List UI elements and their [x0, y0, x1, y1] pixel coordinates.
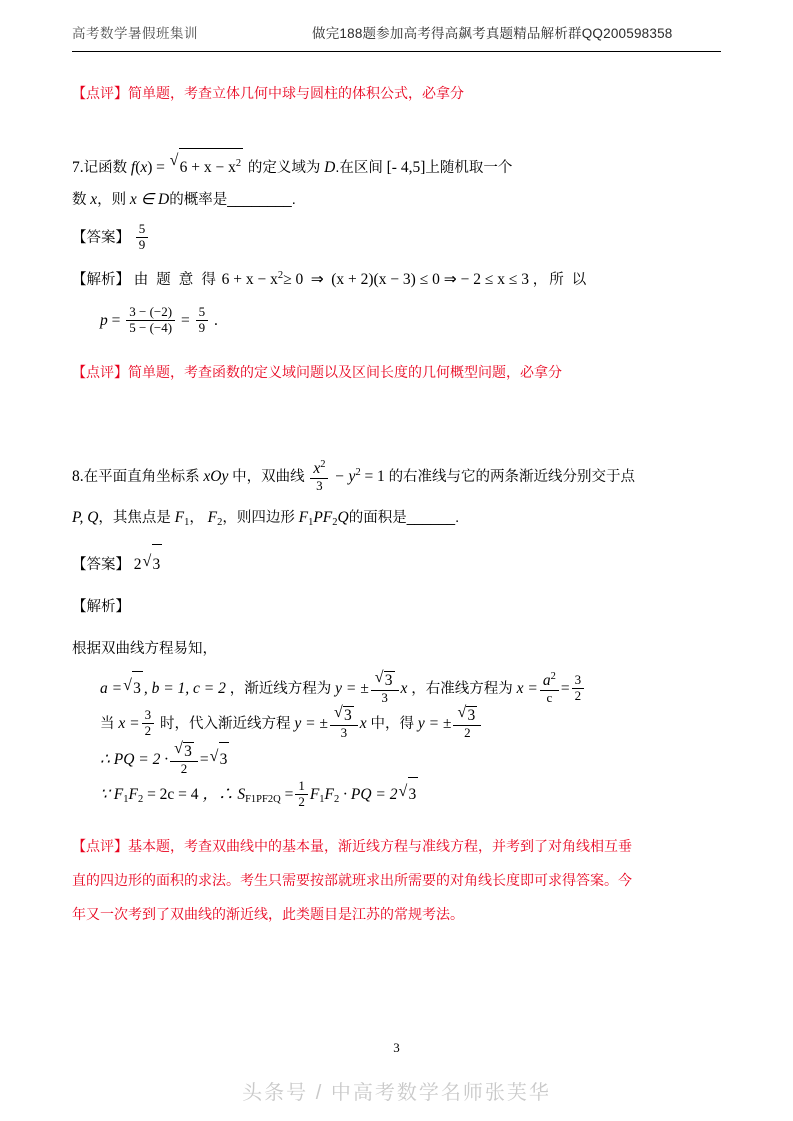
- q7-radicand: 6 + x − x: [179, 159, 236, 176]
- q7-probability-line: p = $\frac{3 - (-2)}{5 - (-4)}$ = $\frac{5}{9}$ .: [100, 304, 218, 335]
- q8-frac-num-exp: 2: [320, 459, 326, 471]
- q8-step3-sqrt: [210, 742, 230, 777]
- q7-answer-denominator: 9: [136, 237, 149, 253]
- q8-step2-eq: y = ±: [294, 714, 328, 732]
- q8-step1-eq3: =: [560, 680, 570, 697]
- q8-step0: [72, 629, 721, 669]
- q7-p2-denominator: 9: [196, 320, 209, 336]
- q8-step1-frac3-den: 2: [572, 688, 585, 704]
- q8-step1-eq2: x =: [516, 680, 538, 697]
- q8-f2: F: [207, 509, 218, 526]
- q8-step4-d-sub: F1PF2Q: [245, 794, 281, 806]
- q8-line2-mid: ，其焦点是: [98, 510, 171, 526]
- q7-line2-tail: 的概率是________.: [169, 192, 296, 208]
- q8-step2-frac3-den: 2: [453, 725, 481, 741]
- q7-p-numerator: 3 − (−2): [129, 304, 173, 319]
- q8-step1-a: a =: [100, 680, 123, 697]
- q8-step4-radicand: 3: [408, 777, 419, 812]
- q8-step4-frac-den: 2: [295, 794, 308, 810]
- q8-step1: [72, 671, 721, 707]
- q7-p-fraction-2: [196, 305, 209, 336]
- comment-q7: 【点评】简单题，考查函数的定义域问题以及区间长度的几何概型问题，必拿分: [72, 364, 562, 380]
- q8-step4-c: = 2c = 4: [147, 786, 199, 804]
- q8-step2-mid2: 中，得: [370, 715, 414, 732]
- q8-answer-radicand: 3: [152, 544, 163, 585]
- document-body: [72, 52, 721, 931]
- q8-comma: ，: [189, 510, 204, 526]
- q8-stem-b: 中，双曲线: [232, 469, 305, 485]
- q8-step1-fraction: [371, 671, 399, 706]
- q8-hyperbola-fraction: [310, 459, 328, 494]
- q7-paren-open: (: [135, 159, 141, 176]
- q7-answer-fraction: [136, 222, 149, 253]
- q8-step1-frac-num-val: 3: [384, 672, 393, 690]
- q7-ineq1-tail: ≥ 0: [283, 271, 304, 288]
- spacer: [72, 387, 721, 427]
- q7-p-equals: =: [111, 312, 121, 329]
- q8-step1-a-sqrt: [123, 671, 143, 706]
- q8-frac-num-var: x: [313, 460, 321, 478]
- q8-step2-frac2-den: 3: [330, 725, 358, 741]
- q8-step4-frac-num: 1: [298, 778, 305, 794]
- q8-step2-fraction: [142, 708, 155, 739]
- q8-step2: [72, 707, 721, 742]
- question-7: [72, 148, 721, 387]
- q7-p2-numerator: 5: [198, 304, 206, 319]
- q7-line2-mid: ，则: [97, 192, 127, 208]
- q7-analysis-tail: ，所 以: [532, 272, 589, 288]
- q8-step2-frac-den: 2: [142, 723, 155, 739]
- q8-number: 8.: [72, 468, 84, 485]
- q7-answer-line: [72, 217, 721, 259]
- q8-coord-system: xOy: [203, 468, 229, 485]
- q7-analysis-line: [72, 261, 721, 295]
- q7-analysis-label: 【解析】: [72, 272, 130, 288]
- q8-y-exp: 2: [355, 467, 361, 478]
- q8-step4-g: F: [324, 786, 334, 804]
- question-8: [72, 453, 721, 931]
- q8-analysis-label-line: [72, 587, 721, 627]
- q8-step2-frac-num: 3: [144, 706, 152, 722]
- q8-step2-frac3-num-val: 3: [467, 706, 476, 724]
- q7-domain-symbol: D: [324, 159, 336, 176]
- q8-step3-frac-den: 2: [170, 761, 198, 777]
- q8-f1: F: [174, 509, 185, 526]
- q8-f1-sub: 1: [184, 517, 190, 528]
- q8-step1-text: ，渐近线方程为: [229, 681, 332, 697]
- q7-ineq1: 6 + x − x: [221, 271, 278, 288]
- q7-p-label: p: [100, 312, 108, 329]
- q8-step1-frac2-num-exp: 2: [550, 671, 556, 683]
- q8-step0-text: 根据双曲线方程易知，: [72, 641, 217, 657]
- q8-step3: [72, 742, 721, 778]
- q8-step4-sqrt: [399, 777, 419, 812]
- watermark: 头条号 / 中高考数学名师张芙华: [242, 1082, 551, 1104]
- q8-step1-frac3-num: 3: [574, 672, 582, 687]
- q8-step1-text2: ，右准线方程为: [411, 681, 513, 697]
- q8-step1-fraction2: [540, 671, 559, 706]
- q8-step1-frac-den: 3: [371, 690, 399, 706]
- q8-step4-e: =: [284, 786, 294, 804]
- q8-step4-f-sub: 1: [319, 794, 325, 806]
- q7-stem-line2: [72, 185, 721, 215]
- q8-step1-fraction3: [572, 673, 585, 704]
- q7-paren-close: ): [147, 159, 153, 176]
- q8-line2-tail: 的面积是______.: [348, 510, 460, 526]
- q8-step3-text: ∴ PQ = 2 ·: [100, 750, 169, 768]
- q7-answer-label: 【答案】: [72, 230, 130, 246]
- q7-interval: [- 4,5]: [386, 159, 426, 176]
- q8-step1-eq: y = ±: [335, 680, 369, 697]
- q7-number: 7.: [72, 159, 84, 176]
- q8-step1-frac-num: [371, 671, 399, 690]
- q8-eq-one: = 1: [364, 468, 385, 485]
- comment-q6: 【点评】简单题，考查立体几何中球与圆柱的体积公式，必拿分: [72, 85, 464, 101]
- q8-step3-fraction: [170, 742, 198, 777]
- q8-step2-frac2-num-val: 3: [343, 706, 352, 724]
- q7-analysis-text: 由 题 意 得: [133, 272, 218, 288]
- q8-frac-den: 3: [310, 478, 328, 494]
- q8-analysis-label: 【解析】: [72, 599, 130, 615]
- q8-step2-frac3-num: [453, 706, 481, 725]
- q8-answer-value: 2: [133, 556, 142, 573]
- spacer: [72, 427, 721, 453]
- q8-step1-b: , b = 1, c = 2: [143, 680, 226, 697]
- q8-frac-num: [310, 459, 328, 478]
- q8-answer-label: 【答案】: [72, 557, 130, 573]
- q8-step4-b: F: [128, 786, 138, 804]
- q7-ineq1-exp: 2: [277, 270, 284, 281]
- spacer: [72, 345, 721, 357]
- q8-step4-fraction: [295, 779, 308, 810]
- q8-step1-frac2-num: [540, 671, 559, 690]
- spacer: [72, 817, 721, 829]
- q8-step2-pre: 当: [100, 715, 115, 732]
- q8-step1-frac2-num-var: a: [542, 672, 551, 690]
- q7-p-period: .: [213, 312, 218, 329]
- q7-answer-numerator: 5: [138, 221, 146, 237]
- q8-stem-line2: [72, 499, 721, 542]
- q8-step2-x2: x: [359, 714, 367, 732]
- q7-line2-condition: x ∈ D: [129, 191, 170, 208]
- q8-step4-h: · PQ = 2: [343, 786, 398, 804]
- q8-step3-frac-num: [170, 742, 198, 761]
- page-header: [72, 0, 721, 52]
- header-right-text: 做完188题参加高考得高飙考真题精品解析群QQ200598358: [312, 26, 673, 41]
- q8-stem-a: 在平面直角坐标系: [83, 469, 200, 485]
- q8-quad-f: F: [298, 509, 309, 526]
- q7-stem-prefix: 记函数: [83, 160, 128, 176]
- q8-stem-c: 的右准线与它的两条渐近线分别交于点: [388, 469, 636, 485]
- q8-step4-b-sub: 2: [137, 794, 144, 806]
- comment-q8-line2: 直的四边形的面积的求法。考生只需要按部就班求出所需要的对角线长度即可求得答案。今: [72, 872, 632, 889]
- q8-step3-radicand: 3: [219, 742, 230, 777]
- q7-stem-tail: 上随机取一个: [425, 160, 513, 176]
- q7-p-denominator: 5 − (−4): [126, 320, 175, 336]
- q8-step1-x: x: [400, 680, 408, 697]
- q7-ineq2: (x + 2)(x − 3) ≤ 0 ⇒ − 2 ≤ x ≤ 3: [331, 271, 529, 288]
- q8-step4-f: F: [309, 786, 320, 804]
- q8-f2-sub: 2: [217, 517, 223, 528]
- header-left-text: 高考数学暑假班集训: [72, 26, 198, 41]
- q8-minus-y: − y: [334, 468, 356, 485]
- q8-step2-eq2: y = ±: [417, 714, 452, 732]
- q7-line2-prefix: 数: [72, 192, 87, 208]
- page-number: 3: [393, 1040, 400, 1055]
- q8-step1-a-radicand: 3: [132, 671, 143, 706]
- q7-stem-mid2: .在区间: [335, 160, 383, 176]
- q7-p-fraction-1: [126, 305, 175, 336]
- q7-radicand-exp: 2: [235, 158, 242, 169]
- q7-f: f: [130, 159, 136, 176]
- q8-points-pq: P, Q: [72, 509, 99, 526]
- q8-quad-pf: PF: [313, 509, 333, 526]
- q7-stem-mid: 的定义域为: [247, 160, 321, 176]
- q8-step1-frac2-den: c: [540, 690, 559, 706]
- q8-answer-line: [72, 544, 721, 585]
- q8-step4-a-sub: 1: [123, 794, 129, 806]
- q8-step4-d: ，∴ S: [202, 786, 246, 804]
- q8-step2-x: x =: [118, 714, 140, 732]
- q7-stem-line1: [72, 148, 721, 183]
- q8-step2-frac2-num: [330, 706, 358, 725]
- q8-step2-mid: 时，代入渐近线方程: [159, 715, 291, 732]
- q8-step4-a: ∵ F: [100, 786, 124, 804]
- q8-step2-fraction2: [330, 706, 358, 741]
- q8-step2-fraction3: [453, 706, 481, 741]
- q7-equals: =: [156, 159, 165, 176]
- q7-sqrt: [170, 148, 243, 183]
- q8-quad-sub2: 2: [332, 517, 338, 528]
- q7-line2-var: x: [90, 191, 98, 208]
- q8-quad-sub1: 1: [308, 517, 314, 528]
- q8-stem-line1: [72, 453, 721, 497]
- comment-q8-line1: 【点评】基本题，考查双曲线中的基本量，渐近线方程与准线方程，并考到了对角线相互垂: [72, 838, 632, 855]
- q7-arrow: ⇒: [310, 271, 324, 288]
- q8-step3-frac-num-val: 3: [184, 742, 192, 760]
- q8-step4: [72, 777, 721, 817]
- q8-step3-eq: =: [199, 750, 209, 768]
- q8-line2-mid2: ，则四边形: [222, 510, 295, 526]
- q7-fx-var: x: [140, 159, 148, 176]
- comment-q8-line3: 年又一次考到了双曲线的渐近线，此类题目是江苏的常规考法。: [72, 906, 464, 923]
- q8-answer-sqrt: [143, 544, 163, 585]
- q8-step4-g-sub: 2: [334, 794, 340, 806]
- spacer: [72, 108, 721, 148]
- q8-quad-q: Q: [337, 509, 349, 526]
